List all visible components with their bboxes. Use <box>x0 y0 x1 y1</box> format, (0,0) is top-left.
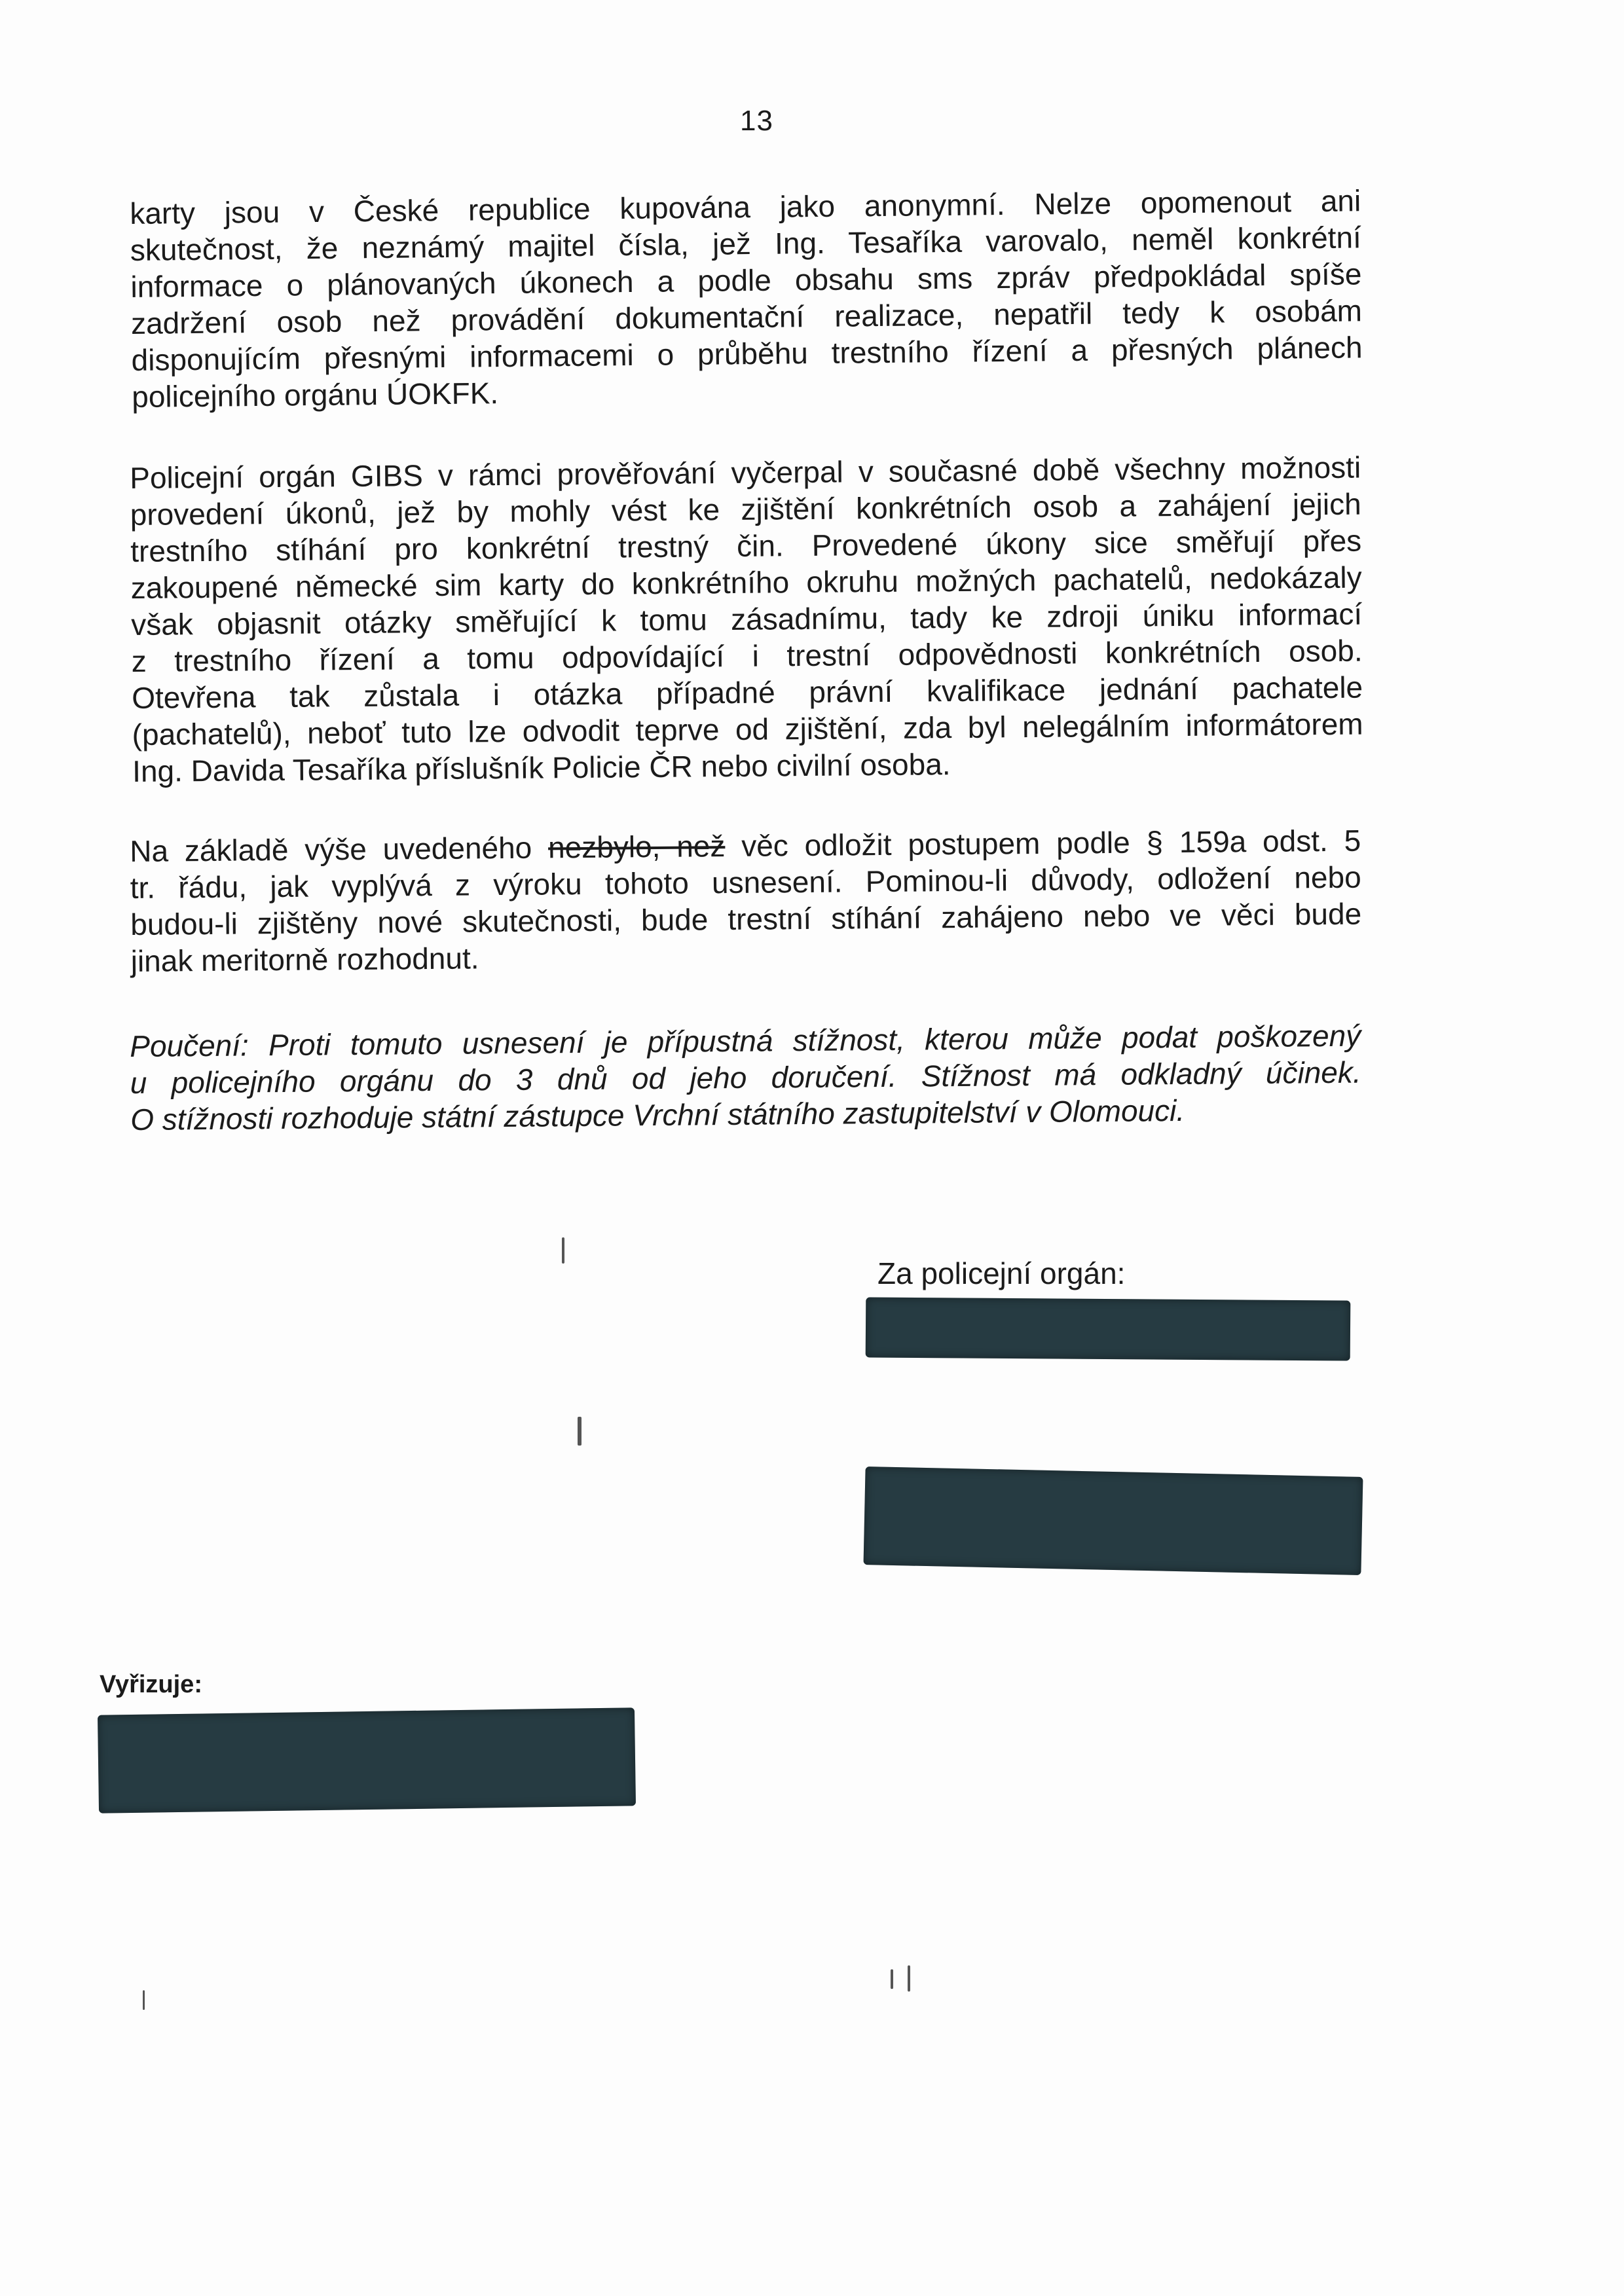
text-line: zadržení osob než provádění dokumentační realizace, nepatřil tedy k osobám <box>130 293 1363 340</box>
text-line: Poučení: Proti tomuto usnesení je přípustná stížnost, kterou může podat poškozený <box>130 1018 1361 1063</box>
text-line: z trestního řízení a tomu odpovídající i trestní odpovědnosti konkrétních osob. <box>131 633 1363 678</box>
text-line: provedení úkonů, jež by mohly vést ke zjištění konkrétních osob a zahájení jejich <box>130 486 1361 532</box>
text-line: disponujícím přesnými informacemi o průběhu trestního řízení a přesných plánech <box>131 330 1363 377</box>
text-line: Policejní orgán GIBS v rámci prověřování vyčerpal v současné době všechny možnosti <box>130 450 1361 495</box>
page-number: 13 <box>740 105 773 137</box>
signature-label: Za policejní orgán: <box>877 1256 1126 1290</box>
scan-speck <box>578 1417 581 1446</box>
text-line: policejního orgánu ÚOKFK. <box>131 376 499 414</box>
text-line: u policejního orgánu do 3 dnů od jeho doručení. Stížnost má odkladný účinek. <box>130 1055 1361 1100</box>
scan-speck <box>143 1990 145 2010</box>
text-fragment: věc odložit postupem podle § 159a odst. 5 <box>725 823 1361 864</box>
paragraph-anonymous-cards <box>130 182 1363 415</box>
text-line: (pachatelů), neboť tuto lze odvodit teprve od zjištění, zda byl nelegálním informátorem <box>132 706 1363 752</box>
text-line: tr. řádu, jak vyplývá z výroku tohoto usnesení. Pominou-li důvody, odložení nebo <box>130 860 1361 905</box>
text-line: však objasnit otázky směřující k tomu zásadnímu, tady ke zdroji úniku informací <box>130 596 1363 642</box>
redacted-signature-name <box>866 1297 1351 1360</box>
scan-speck <box>562 1237 564 1264</box>
text-line: karty jsou v České republice kupována jako anonymní. Nelze opomenout ani <box>130 183 1361 230</box>
struck-text: nezbylo, než <box>547 829 726 865</box>
paragraph-instruction <box>130 1017 1361 1138</box>
text-line: Otevřena tak zůstala i otázka případné právní kvalifikace jednání pachatele <box>131 670 1363 715</box>
text-line: informace o plánovaných úkonech a podle obsahu sms zpráv předpokládal spíše <box>130 257 1362 304</box>
paragraph-decision <box>130 822 1362 979</box>
text-line: zakoupené německé sim karty do konkrétního okruhu možných pachatelů, nedokázaly <box>130 560 1362 605</box>
text-line: budou-li zjištěny nové skutečnosti, bude trestní stíhání zahájeno nebo ve věci bude <box>130 896 1362 941</box>
text-line: skutečnost, že neznámý majitel čísla, jež Ing. Tesaříka varovalo, neměl konkrétní <box>130 220 1362 267</box>
text-line: trestního stíhání pro konkrétní trestný čin. Provedené úkony sice směřují přes <box>130 523 1362 568</box>
handler-label: Vyřizuje: <box>100 1671 202 1698</box>
text-line: jinak meritorně rozhodnut. <box>130 941 479 978</box>
text-line: Ing. Davida Tesaříka příslušník Policie ČR nebo civilní osoba. <box>132 747 951 788</box>
scan-speck <box>891 1969 893 1989</box>
scan-speck <box>908 1965 910 1992</box>
text-line: O stížnosti rozhoduje státní zástupce Vrchní státního zastupitelství v Olomouci. <box>130 1093 1185 1137</box>
redacted-signature-title <box>864 1467 1363 1575</box>
text-fragment: Na základě výše uvedeného <box>130 830 549 868</box>
redacted-handler-name <box>98 1707 636 1813</box>
paragraph-gibs-investigation <box>130 449 1363 790</box>
